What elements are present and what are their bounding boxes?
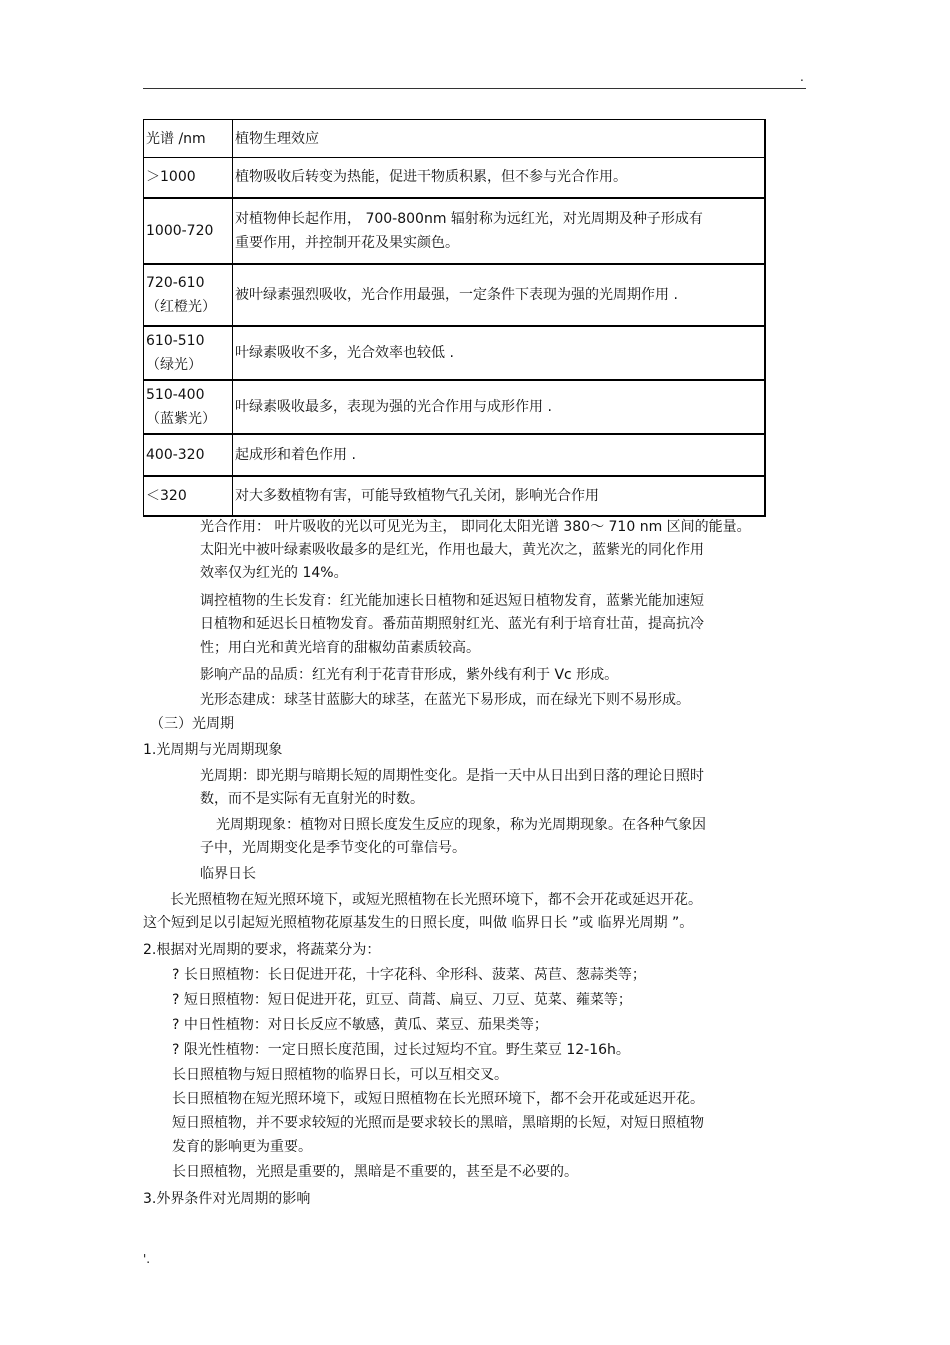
body-text-line: 数，而不是实际有无直射光的时数。	[200, 791, 424, 807]
header-mark: .	[800, 70, 804, 84]
spectrum-range: ＞1000	[144, 158, 233, 198]
table-row	[144, 158, 766, 198]
table-row	[144, 476, 766, 516]
body-text-line: 调控植物的生长发育：红光能加速长日植物和延迟短日植物发育，蓝紫光能加速短	[200, 593, 704, 609]
spectrum-effect: 叶绿素吸收不多，光合效率也较低 .	[233, 326, 766, 380]
body-text-line: 临界日长	[200, 866, 256, 882]
spectrum-effect: 对植物伸长起作用， 700-800nm 辐射称为远红光，对光周期及种子形成有 重要作用，并控制开花及果实颜色。	[233, 198, 766, 264]
table-header-cell: 光谱 /nm	[144, 120, 233, 158]
table-row	[144, 198, 766, 264]
body-text-line: 日植物和延迟长日植物发育。番茄苗期照射红光、蓝光有利于培育壮苗，提高抗冷	[200, 616, 704, 632]
body-text-line: 效率仅为红光的 14%。	[200, 565, 348, 581]
table-row	[144, 264, 766, 326]
spectrum-range: 720-610（红橙光）	[144, 264, 233, 326]
body-text-line: 性；用白光和黄光培育的甜椒幼苗素质较高。	[200, 640, 480, 656]
spectrum-effect: 被叶绿素强烈吸收，光合作用最强，一定条件下表现为强的光周期作用 .	[233, 264, 766, 326]
section-heading: 2.根据对光周期的要求，将蔬菜分为：	[143, 942, 381, 958]
list-item: ? 长日照植物：长日促进开花，十字花科、伞形科、菠菜、莴苣、葱蒜类等；	[172, 967, 646, 983]
spectrum-effect: 起成形和着色作用 .	[233, 434, 766, 476]
spectrum-effect: 植物吸收后转变为热能，促进干物质积累，但不参与光合作用。	[233, 158, 766, 198]
header-rule	[143, 88, 806, 89]
spectrum-effect: 叶绿素吸收最多，表现为强的光合作用与成形作用 .	[233, 380, 766, 434]
body-text-line: 长光照植物在短光照环境下，或短光照植物在长光照环境下，都不会开花或延迟开花。	[170, 892, 702, 908]
body-text-line: 这个短到足以引起短光照植物花原基发生的日照长度，叫做 临界日长 ”或 临界光周期 ”。	[143, 915, 694, 931]
list-item: ? 短日照植物：短日促进开花，豇豆、茼蒿、扁豆、刀豆、苋菜、蕹菜等；	[172, 992, 632, 1008]
body-text-line: 长日照植物与短日照植物的临界日长，可以互相交叉。	[172, 1067, 508, 1083]
body-text-line: 长日照植物，光照是重要的，黑暗是不重要的，甚至是不必要的。	[172, 1164, 578, 1180]
body-text-line: 长日照植物在短光照环境下，或短日照植物在长光照环境下，都不会开花或延迟开花。	[172, 1091, 704, 1107]
body-text-line: 太阳光中被叶绿素吸收最多的是红光，作用也最大，黄光次之，蓝紫光的同化作用	[200, 542, 704, 558]
spectrum-range: 1000-720	[144, 198, 233, 264]
section-heading: （三）光周期	[150, 716, 234, 732]
body-text-line: 短日照植物，并不要求较短的光照而是要求较长的黑暗，黑暗期的长短，对短日照植物	[172, 1115, 704, 1131]
spectrum-range: 610-510（绿光）	[144, 326, 233, 380]
body-text-line: 光合作用： 叶片吸收的光以可见光为主， 即同化太阳光谱 380～ 710 nm 区间的能量。	[200, 519, 751, 535]
section-heading: 3.外界条件对光周期的影响	[143, 1191, 311, 1207]
spectrum-range: 400-320	[144, 434, 233, 476]
spectrum-effect: 对大多数植物有害，可能导致植物气孔关闭，影响光合作用	[233, 476, 766, 516]
table-row	[144, 434, 766, 476]
body-text-line: 发育的影响更为重要。	[172, 1139, 312, 1155]
table-row	[144, 326, 766, 380]
spectrum-range: ＜320	[144, 476, 233, 516]
spectrum-range: 510-400（蓝紫光）	[144, 380, 233, 434]
body-text-line: 光周期现象：植物对日照长度发生反应的现象，称为光周期现象。在各种气象因	[216, 817, 706, 833]
table-row	[144, 380, 766, 434]
body-text-line: 影响产品的品质：红光有利于花青苷形成，紫外线有利于 Vc 形成。	[200, 667, 619, 683]
table-header-row	[144, 120, 766, 158]
footer-mark: '.	[143, 1252, 151, 1266]
list-item: ? 限光性植物：一定日照长度范围，过长过短均不宜。野生菜豆 12-16h。	[172, 1042, 630, 1058]
body-text-line: 光形态建成：球茎甘蓝膨大的球茎，在蓝光下易形成，而在绿光下则不易形成。	[200, 692, 690, 708]
table-header-cell: 植物生理效应	[233, 120, 766, 158]
spectrum-table	[143, 119, 766, 517]
section-heading: 1.光周期与光周期现象	[143, 742, 283, 758]
list-item: ? 中日性植物：对日长反应不敏感，黄瓜、菜豆、茄果类等；	[172, 1017, 548, 1033]
body-text-line: 光周期：即光期与暗期长短的周期性变化。是指一天中从日出到日落的理论日照时	[200, 768, 704, 784]
body-text-line: 子中，光周期变化是季节变化的可靠信号。	[200, 840, 466, 856]
